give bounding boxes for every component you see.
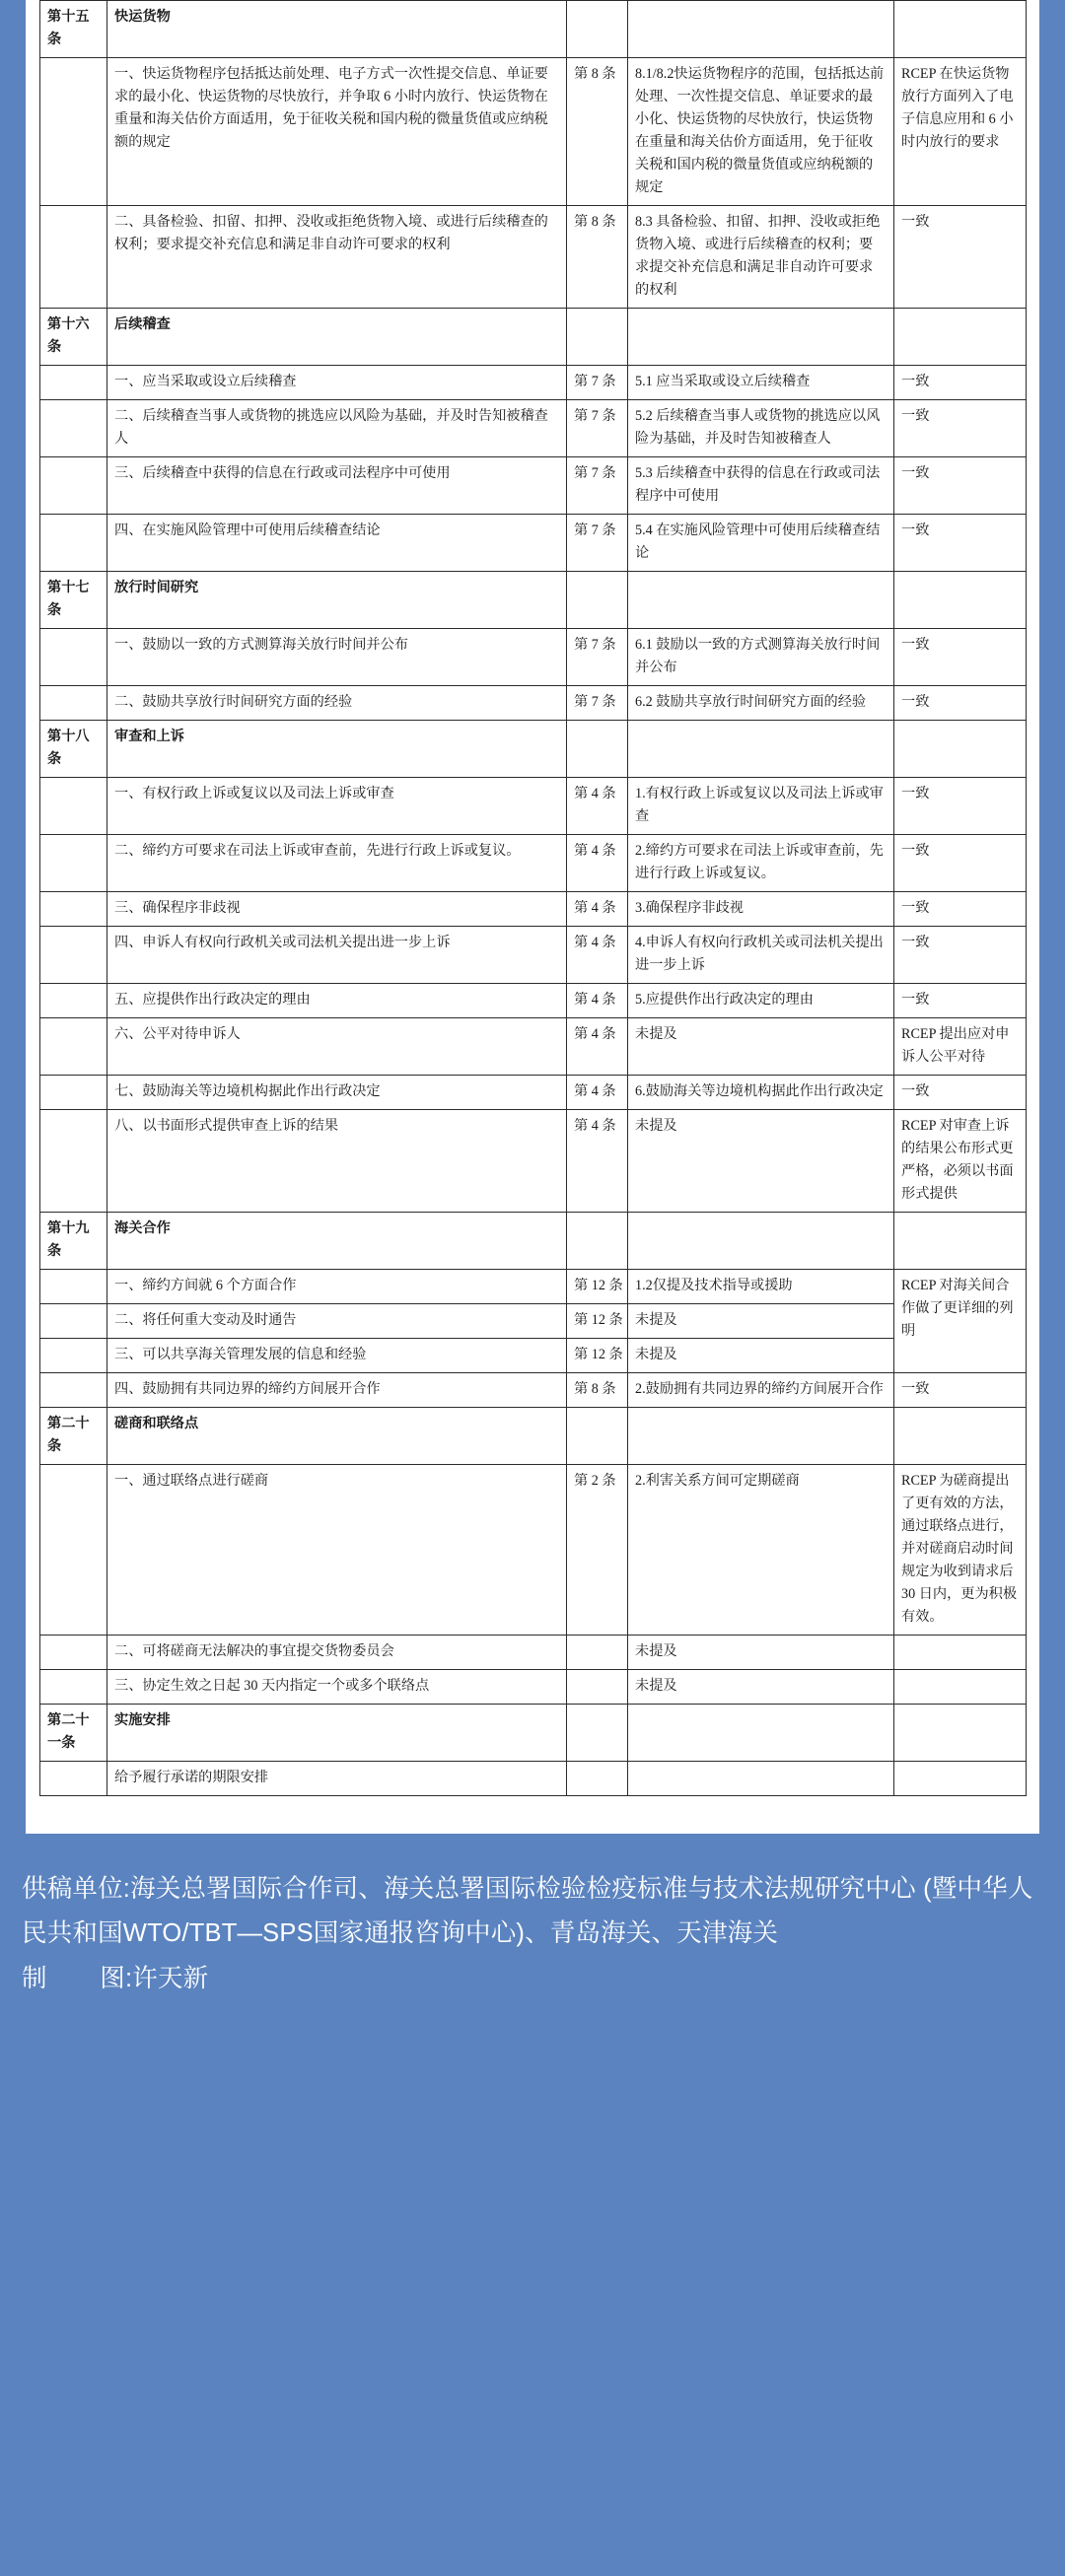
cell-tfa-text: 5.应提供作出行政决定的理由 bbox=[628, 984, 894, 1018]
cell-section-title: 实施安排 bbox=[107, 1705, 567, 1762]
cell-tfa-article-ref: 第 8 条 bbox=[567, 206, 628, 309]
cell-provision-text: 七、鼓励海关等边境机构据此作出行政决定 bbox=[107, 1076, 567, 1110]
cell-section-title: 后续稽查 bbox=[107, 309, 567, 366]
cell-tfa-article-ref bbox=[567, 309, 628, 366]
cell-comparison-note bbox=[894, 1670, 1027, 1705]
footer-source-line: 供稿单位:海关总署国际合作司、海关总署国际检验检疫标准与技术法规研究中心 (暨中华人民共和国WTO/TBT—SPS国家通报咨询中心)、青岛海关、天津海关 bbox=[22, 1875, 1033, 1948]
cell-article-number: 第二十 条 bbox=[40, 1408, 107, 1465]
cell-article-number bbox=[40, 1270, 107, 1304]
table-row bbox=[40, 366, 1027, 400]
cell-article-number bbox=[40, 457, 107, 515]
cell-article-number bbox=[40, 629, 107, 686]
credit-label: 制 bbox=[22, 1964, 47, 1992]
cell-tfa-text: 3.确保程序非歧视 bbox=[628, 892, 894, 927]
cell-article-number bbox=[40, 366, 107, 400]
cell-article-number bbox=[40, 927, 107, 984]
cell-article-number: 第十六 条 bbox=[40, 309, 107, 366]
table-row bbox=[40, 457, 1027, 515]
cell-comparison-note: 一致 bbox=[894, 1076, 1027, 1110]
cell-article-number bbox=[40, 206, 107, 309]
cell-article-number bbox=[40, 1670, 107, 1705]
cell-provision-text: 一、缔约方间就 6 个方面合作 bbox=[107, 1270, 567, 1304]
cell-section-title: 审查和上诉 bbox=[107, 721, 567, 778]
cell-article-number bbox=[40, 400, 107, 457]
table-row bbox=[40, 892, 1027, 927]
cell-provision-text: 三、可以共享海关管理发展的信息和经验 bbox=[107, 1339, 567, 1373]
cell-article-number bbox=[40, 1373, 107, 1408]
cell-article-number: 第十九 条 bbox=[40, 1213, 107, 1270]
cell-provision-text: 四、申诉人有权向行政机关或司法机关提出进一步上诉 bbox=[107, 927, 567, 984]
cell-comparison-note: 一致 bbox=[894, 366, 1027, 400]
cell-provision-text: 二、可将磋商无法解决的事宜提交货物委员会 bbox=[107, 1636, 567, 1670]
cell-article-number bbox=[40, 1465, 107, 1636]
cell-tfa-article-ref: 第 2 条 bbox=[567, 1465, 628, 1636]
table-row bbox=[40, 1270, 1027, 1304]
cell-comparison-note: RCEP 在快运货物放行方面列入了电子信息应用和 6 小时内放行的要求 bbox=[894, 58, 1027, 206]
cell-comparison-note: 一致 bbox=[894, 686, 1027, 721]
cell-article-number: 第十八 条 bbox=[40, 721, 107, 778]
table-row bbox=[40, 1304, 1027, 1339]
cell-tfa-text bbox=[628, 1762, 894, 1796]
cell-provision-text: 八、以书面形式提供审查上诉的结果 bbox=[107, 1110, 567, 1213]
cell-section-title: 磋商和联络点 bbox=[107, 1408, 567, 1465]
cell-tfa-text: 未提及 bbox=[628, 1018, 894, 1076]
cell-tfa-article-ref: 第 12 条 bbox=[567, 1304, 628, 1339]
cell-comparison-note: 一致 bbox=[894, 835, 1027, 892]
cell-article-number bbox=[40, 1339, 107, 1373]
cell-comparison-note bbox=[894, 1, 1027, 58]
cell-tfa-text: 5.2 后续稽查当事人或货物的挑选应以风险为基础，并及时告知被稽查人 bbox=[628, 400, 894, 457]
cell-tfa-text: 2.缔约方可要求在司法上诉或审查前，先进行行政上诉或复议。 bbox=[628, 835, 894, 892]
cell-tfa-article-ref: 第 4 条 bbox=[567, 778, 628, 835]
cell-comparison-note bbox=[894, 1762, 1027, 1796]
table-row bbox=[40, 984, 1027, 1018]
cell-tfa-article-ref: 第 7 条 bbox=[567, 629, 628, 686]
cell-tfa-article-ref: 第 7 条 bbox=[567, 686, 628, 721]
table-row bbox=[40, 1018, 1027, 1076]
table-row bbox=[40, 1373, 1027, 1408]
cell-tfa-article-ref: 第 7 条 bbox=[567, 366, 628, 400]
cell-provision-text: 一、鼓励以一致的方式测算海关放行时间并公布 bbox=[107, 629, 567, 686]
cell-tfa-text: 2.鼓励拥有共同边界的缔约方间展开合作 bbox=[628, 1373, 894, 1408]
cell-tfa-article-ref bbox=[567, 1636, 628, 1670]
cell-comparison-note bbox=[894, 1408, 1027, 1465]
cell-article-number: 第十五 条 bbox=[40, 1, 107, 58]
cell-tfa-text: 6.鼓励海关等边境机构据此作出行政决定 bbox=[628, 1076, 894, 1110]
cell-provision-text: 五、应提供作出行政决定的理由 bbox=[107, 984, 567, 1018]
table-row bbox=[40, 1636, 1027, 1670]
cell-tfa-text: 1.有权行政上诉或复议以及司法上诉或审查 bbox=[628, 778, 894, 835]
cell-tfa-text bbox=[628, 572, 894, 629]
cell-comparison-note bbox=[894, 572, 1027, 629]
table-section-row bbox=[40, 1, 1027, 58]
cell-comparison-note bbox=[894, 721, 1027, 778]
cell-provision-text: 三、确保程序非歧视 bbox=[107, 892, 567, 927]
cell-tfa-text: 未提及 bbox=[628, 1304, 894, 1339]
cell-section-title: 放行时间研究 bbox=[107, 572, 567, 629]
cell-tfa-text: 未提及 bbox=[628, 1636, 894, 1670]
cell-comparison-note: RCEP 提出应对申诉人公平对待 bbox=[894, 1018, 1027, 1076]
table-section-row bbox=[40, 1213, 1027, 1270]
cell-comparison-note: 一致 bbox=[894, 400, 1027, 457]
cell-provision-text: 三、后续稽查中获得的信息在行政或司法程序中可使用 bbox=[107, 457, 567, 515]
comparison-table-sheet bbox=[26, 0, 1039, 1834]
cell-article-number: 第十七 条 bbox=[40, 572, 107, 629]
cell-article-number bbox=[40, 1018, 107, 1076]
footer-credit-line bbox=[22, 1957, 1043, 2001]
table-row bbox=[40, 629, 1027, 686]
cell-tfa-text bbox=[628, 1213, 894, 1270]
cell-article-number bbox=[40, 778, 107, 835]
cell-article-number bbox=[40, 1304, 107, 1339]
table-row bbox=[40, 1110, 1027, 1213]
cell-article-number bbox=[40, 1762, 107, 1796]
cell-tfa-article-ref: 第 7 条 bbox=[567, 515, 628, 572]
cell-tfa-article-ref: 第 4 条 bbox=[567, 984, 628, 1018]
cell-comparison-note: 一致 bbox=[894, 206, 1027, 309]
table-row bbox=[40, 1670, 1027, 1705]
cell-provision-text: 六、公平对待申诉人 bbox=[107, 1018, 567, 1076]
cell-tfa-text: 4.申诉人有权向行政机关或司法机关提出进一步上诉 bbox=[628, 927, 894, 984]
table-section-row bbox=[40, 309, 1027, 366]
cell-tfa-article-ref: 第 8 条 bbox=[567, 1373, 628, 1408]
cell-tfa-article-ref bbox=[567, 1213, 628, 1270]
cell-provision-text: 二、具备检验、扣留、扣押、没收或拒绝货物入境、或进行后续稽查的权利；要求提交补充信息和满足非自动许可要求的权利 bbox=[107, 206, 567, 309]
cell-article-number bbox=[40, 58, 107, 206]
cell-tfa-text: 5.3 后续稽查中获得的信息在行政或司法程序中可使用 bbox=[628, 457, 894, 515]
cell-tfa-text: 1.2仅提及技术指导或援助 bbox=[628, 1270, 894, 1304]
cell-provision-text: 三、协定生效之日起 30 天内指定一个或多个联络点 bbox=[107, 1670, 567, 1705]
cell-comparison-note bbox=[894, 1636, 1027, 1670]
cell-tfa-text: 6.1 鼓励以一致的方式测算海关放行时间并公布 bbox=[628, 629, 894, 686]
cell-tfa-text bbox=[628, 309, 894, 366]
cell-tfa-article-ref bbox=[567, 1, 628, 58]
cell-tfa-text: 5.4 在实施风险管理中可使用后续稽查结论 bbox=[628, 515, 894, 572]
table-row bbox=[40, 515, 1027, 572]
table-body bbox=[40, 1, 1027, 1796]
cell-article-number bbox=[40, 1636, 107, 1670]
cell-section-title: 海关合作 bbox=[107, 1213, 567, 1270]
cell-section-title: 快运货物 bbox=[107, 1, 567, 58]
cell-article-number bbox=[40, 1076, 107, 1110]
cell-provision-text: 四、鼓励拥有共同边界的缔约方间展开合作 bbox=[107, 1373, 567, 1408]
table-row bbox=[40, 400, 1027, 457]
table-row bbox=[40, 206, 1027, 309]
cell-tfa-text: 未提及 bbox=[628, 1670, 894, 1705]
credit-name: 许天新 bbox=[132, 1964, 209, 1992]
cell-provision-text: 一、有权行政上诉或复议以及司法上诉或审查 bbox=[107, 778, 567, 835]
cell-tfa-article-ref: 第 4 条 bbox=[567, 1110, 628, 1213]
table-section-row bbox=[40, 1408, 1027, 1465]
cell-provision-text: 四、在实施风险管理中可使用后续稽查结论 bbox=[107, 515, 567, 572]
cell-comparison-note: 一致 bbox=[894, 778, 1027, 835]
table-row bbox=[40, 58, 1027, 206]
cell-tfa-text: 5.1 应当采取或设立后续稽查 bbox=[628, 366, 894, 400]
cell-comparison-note bbox=[894, 1705, 1027, 1762]
cell-tfa-article-ref bbox=[567, 721, 628, 778]
table-row bbox=[40, 778, 1027, 835]
cell-comparison-note: 一致 bbox=[894, 457, 1027, 515]
cell-tfa-text: 8.1/8.2快运货物程序的范围，包括抵达前处理、一次性提交信息、单证要求的最小化、快运货物的尽快放行，快运货物在重量和海关估价方面适用，免于征收关税和国内税的微量货值或应纳税额的规定 bbox=[628, 58, 894, 206]
cell-tfa-article-ref: 第 7 条 bbox=[567, 457, 628, 515]
rcep-tfa-comparison-table bbox=[39, 0, 1027, 1796]
cell-comparison-note: 一致 bbox=[894, 984, 1027, 1018]
cell-tfa-text: 未提及 bbox=[628, 1110, 894, 1213]
cell-tfa-text bbox=[628, 721, 894, 778]
table-section-row bbox=[40, 1705, 1027, 1762]
cell-provision-text: 一、快运货物程序包括抵达前处理、电子方式一次性提交信息、单证要求的最小化、快运货物的尽快放行，并争取 6 小时内放行、快运货物在重量和海关估价方面适用，免于征收关税和国内税的微量货值或应纳税额的规定 bbox=[107, 58, 567, 206]
cell-comparison-note: RCEP 对审查上诉的结果公布形式更严格，必须以书面形式提供 bbox=[894, 1110, 1027, 1213]
cell-comparison-note: 一致 bbox=[894, 629, 1027, 686]
cell-tfa-article-ref: 第 4 条 bbox=[567, 1018, 628, 1076]
cell-provision-text: 一、应当采取或设立后续稽查 bbox=[107, 366, 567, 400]
cell-comparison-note: 一致 bbox=[894, 892, 1027, 927]
cell-comparison-note bbox=[894, 1213, 1027, 1270]
cell-tfa-article-ref: 第 12 条 bbox=[567, 1339, 628, 1373]
table-row bbox=[40, 1762, 1027, 1796]
cell-comparison-note: RCEP 对海关间合作做了更详细的列明 bbox=[894, 1270, 1027, 1373]
cell-tfa-article-ref: 第 4 条 bbox=[567, 892, 628, 927]
table-section-row bbox=[40, 572, 1027, 629]
cell-tfa-article-ref: 第 4 条 bbox=[567, 927, 628, 984]
cell-tfa-article-ref bbox=[567, 1762, 628, 1796]
cell-article-number bbox=[40, 686, 107, 721]
cell-tfa-article-ref: 第 4 条 bbox=[567, 835, 628, 892]
cell-article-number bbox=[40, 515, 107, 572]
cell-tfa-article-ref: 第 7 条 bbox=[567, 400, 628, 457]
cell-tfa-article-ref: 第 4 条 bbox=[567, 1076, 628, 1110]
cell-provision-text: 一、通过联络点进行磋商 bbox=[107, 1465, 567, 1636]
poster-footer bbox=[0, 1867, 1065, 2001]
cell-provision-text: 二、将任何重大变动及时通告 bbox=[107, 1304, 567, 1339]
cell-article-number bbox=[40, 1110, 107, 1213]
cell-provision-text: 二、缔约方可要求在司法上诉或审查前，先进行行政上诉或复议。 bbox=[107, 835, 567, 892]
table-row bbox=[40, 835, 1027, 892]
cell-comparison-note bbox=[894, 309, 1027, 366]
cell-tfa-text: 8.3 具备检验、扣留、扣押、没收或拒绝货物入境、或进行后续稽查的权利；要求提交补充信息和满足非自动许可要求的权利 bbox=[628, 206, 894, 309]
cell-tfa-text: 未提及 bbox=[628, 1339, 894, 1373]
table-row bbox=[40, 1339, 1027, 1373]
cell-comparison-note: 一致 bbox=[894, 927, 1027, 984]
cell-provision-text: 给予履行承诺的期限安排 bbox=[107, 1762, 567, 1796]
cell-tfa-text: 6.2 鼓励共享放行时间研究方面的经验 bbox=[628, 686, 894, 721]
cell-article-number: 第二十 一条 bbox=[40, 1705, 107, 1762]
cell-tfa-text bbox=[628, 1408, 894, 1465]
cell-tfa-article-ref bbox=[567, 572, 628, 629]
cell-comparison-note: 一致 bbox=[894, 1373, 1027, 1408]
cell-tfa-article-ref: 第 8 条 bbox=[567, 58, 628, 206]
cell-comparison-note: RCEP 为磋商提出了更有效的方法，通过联络点进行，并对磋商启动时间规定为收到请求后 30 日内，更为积极有效。 bbox=[894, 1465, 1027, 1636]
cell-tfa-article-ref bbox=[567, 1670, 628, 1705]
cell-tfa-article-ref bbox=[567, 1408, 628, 1465]
credit-sep: 图: bbox=[100, 1964, 133, 1992]
cell-tfa-text bbox=[628, 1705, 894, 1762]
cell-comparison-note: 一致 bbox=[894, 515, 1027, 572]
table-row bbox=[40, 1465, 1027, 1636]
table-row bbox=[40, 1076, 1027, 1110]
cell-tfa-text: 2.利害关系方间可定期磋商 bbox=[628, 1465, 894, 1636]
table-section-row bbox=[40, 721, 1027, 778]
cell-article-number bbox=[40, 984, 107, 1018]
table-row bbox=[40, 686, 1027, 721]
cell-tfa-article-ref: 第 12 条 bbox=[567, 1270, 628, 1304]
cell-article-number bbox=[40, 835, 107, 892]
cell-provision-text: 二、后续稽查当事人或货物的挑选应以风险为基础，并及时告知被稽查人 bbox=[107, 400, 567, 457]
cell-article-number bbox=[40, 892, 107, 927]
cell-tfa-text bbox=[628, 1, 894, 58]
cell-provision-text: 二、鼓励共享放行时间研究方面的经验 bbox=[107, 686, 567, 721]
table-row bbox=[40, 927, 1027, 984]
cell-tfa-article-ref bbox=[567, 1705, 628, 1762]
